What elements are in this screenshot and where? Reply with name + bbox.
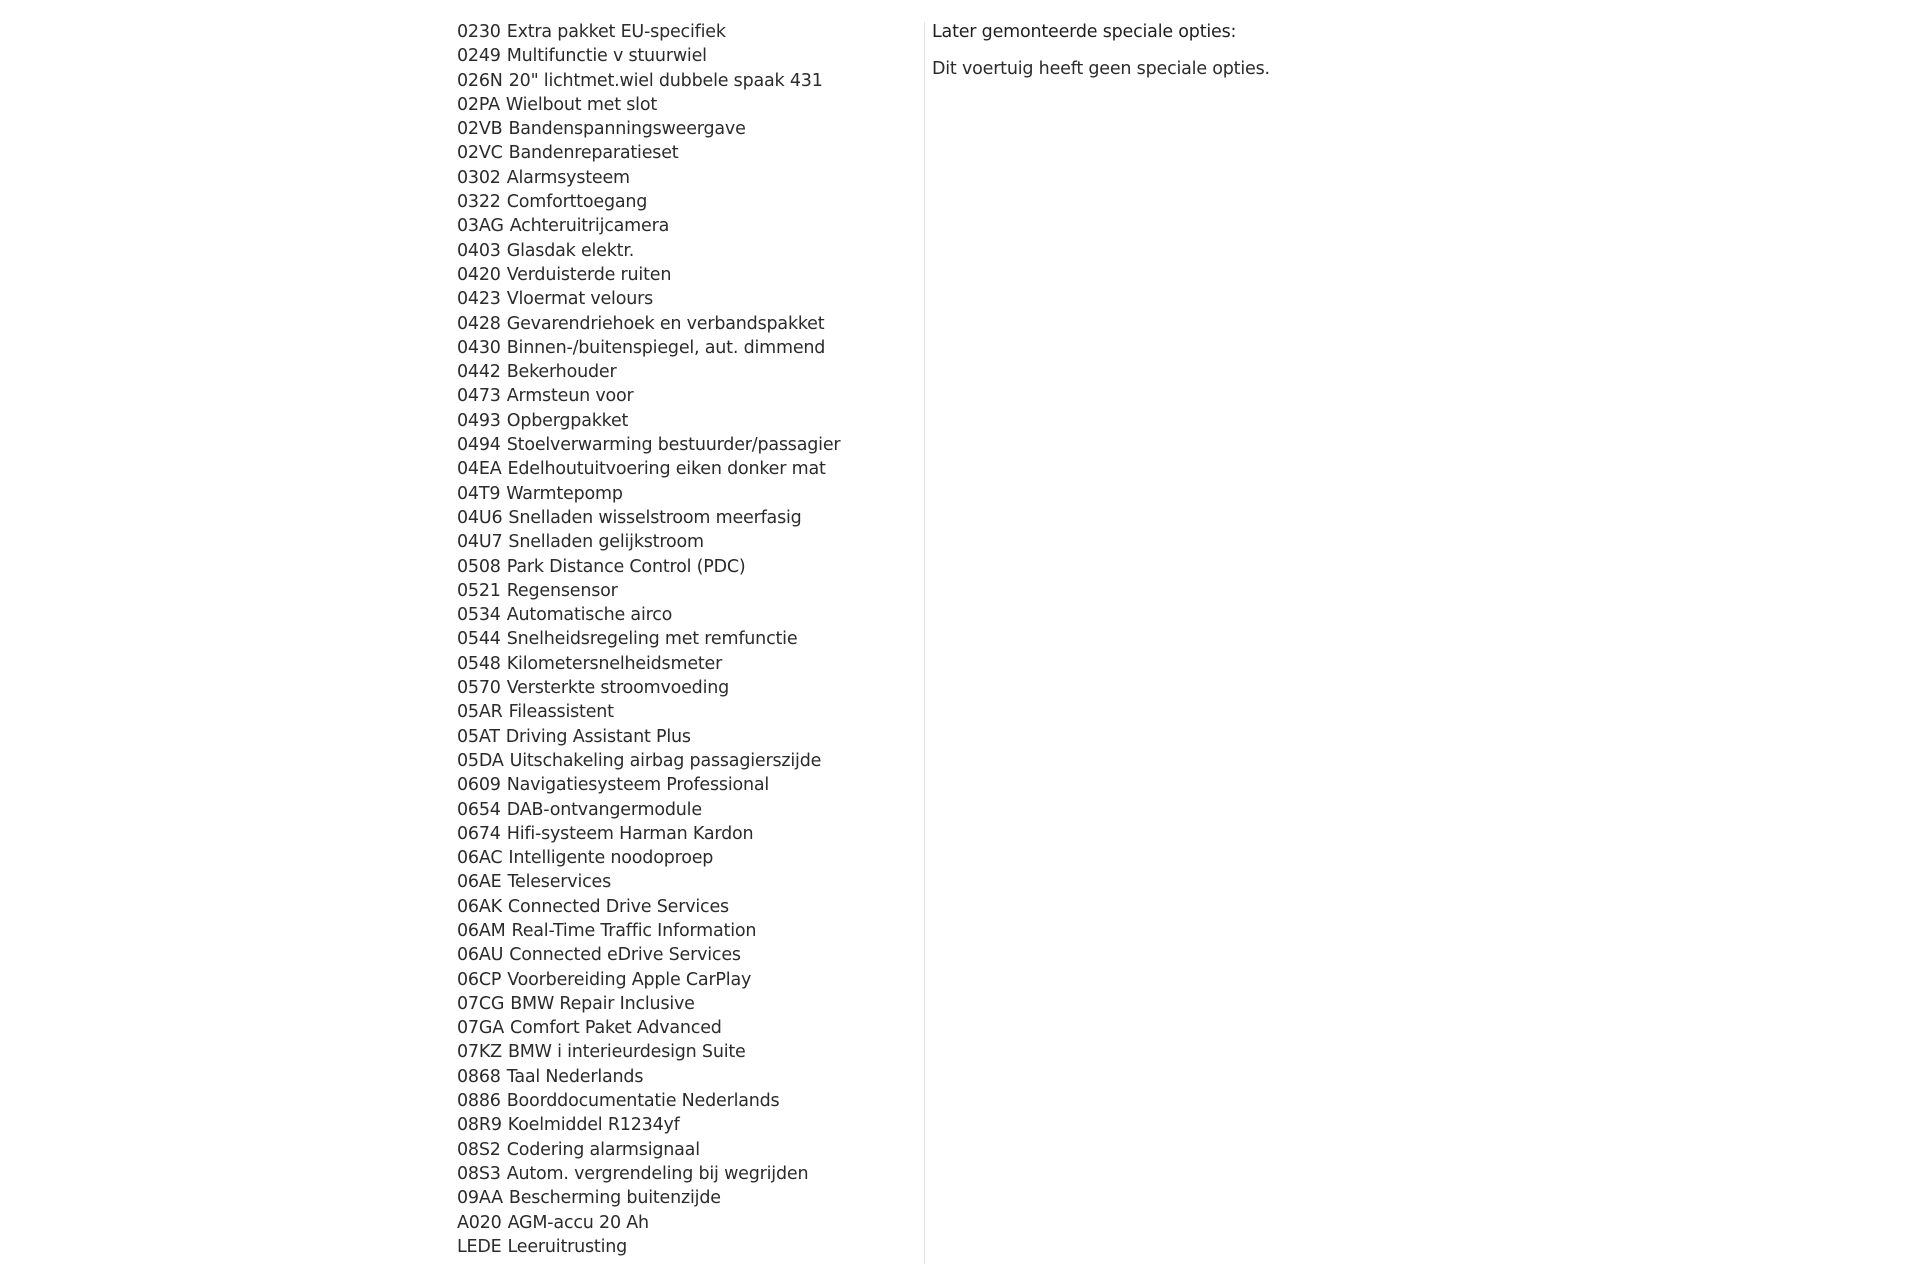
option-label: Vloermat velours (506, 289, 654, 310)
option-item (457, 798, 907, 822)
option-item (457, 968, 907, 992)
option-item (457, 433, 907, 457)
option-code: 02VB (457, 119, 503, 140)
option-code: 0548 (457, 653, 501, 674)
option-label: Comfort Paket Advanced (510, 1018, 722, 1039)
option-code: 05DA (457, 750, 504, 771)
option-code: 0534 (457, 605, 501, 626)
option-label: Driving Assistant Plus (505, 726, 691, 747)
option-label: Achteruitrijcamera (509, 216, 670, 237)
option-label: Bescherming buitenzijde (508, 1188, 721, 1209)
option-code: 04U7 (457, 532, 503, 553)
option-item (457, 1089, 907, 1113)
option-label: Snelladen gelijkstroom (508, 532, 704, 553)
option-code: 05AR (457, 702, 503, 723)
option-code: 0302 (457, 167, 501, 188)
option-label: Glasdak elektr. (506, 240, 635, 261)
option-code: 0493 (457, 410, 501, 431)
option-code: 04U6 (457, 507, 503, 528)
option-label: Comforttoegang (506, 192, 648, 213)
option-item (457, 700, 907, 724)
option-label: Kilometersnelheidsmeter (506, 653, 723, 674)
option-label: Armsteun voor (506, 386, 634, 407)
option-code: 0430 (457, 337, 501, 358)
later-options-text: Dit voertuig heeft geen speciale opties. (932, 59, 1270, 79)
option-label: Voorbereiding Apple CarPlay (507, 969, 752, 990)
option-item (457, 1186, 907, 1210)
option-code: 05AT (457, 726, 500, 747)
option-item (457, 336, 907, 360)
option-code: 0521 (457, 580, 501, 601)
option-label: Automatische airco (506, 605, 673, 626)
option-item (457, 749, 907, 773)
option-item (457, 1016, 907, 1040)
column-divider (924, 22, 925, 1264)
option-code: 0423 (457, 289, 501, 310)
option-code: 0508 (457, 556, 501, 577)
option-label: Boorddocumentatie Nederlands (506, 1091, 780, 1112)
option-code: 0494 (457, 435, 501, 456)
option-code: 06AC (457, 848, 503, 869)
option-label: Intelligente noodoproep (508, 848, 714, 869)
option-item (457, 1138, 907, 1162)
option-label: Leeruitrusting (507, 1236, 628, 1257)
option-item (457, 652, 907, 676)
option-code: 06AE (457, 872, 502, 893)
option-label: Opbergpakket (506, 410, 629, 431)
option-code: 0609 (457, 775, 501, 796)
option-item (457, 822, 907, 846)
option-item (457, 1162, 907, 1186)
option-code: 0654 (457, 799, 501, 820)
option-label: AGM-accu 20 Ah (507, 1212, 649, 1233)
option-item (457, 506, 907, 530)
option-item (457, 1211, 907, 1235)
option-item (457, 384, 907, 408)
option-code: 0403 (457, 240, 501, 261)
option-code: 0674 (457, 823, 501, 844)
option-item (457, 870, 907, 894)
option-item (457, 846, 907, 870)
option-code: 0886 (457, 1091, 501, 1112)
option-code: LEDE (457, 1236, 502, 1257)
option-label: Extra pakket EU-specifiek (506, 22, 726, 42)
option-item (457, 579, 907, 603)
option-label: Multifunctie v stuurwiel (506, 46, 707, 67)
option-item (457, 895, 907, 919)
later-options-heading: Later gemonteerde speciale opties: (932, 22, 1237, 42)
option-item (457, 117, 907, 141)
option-item (457, 1235, 907, 1259)
option-code: 02VC (457, 143, 503, 164)
option-code: 06AU (457, 945, 504, 966)
option-item (457, 263, 907, 287)
option-code: 04T9 (457, 483, 501, 504)
option-label: DAB-ontvangermodule (506, 799, 702, 820)
option-item (457, 409, 907, 433)
option-item (457, 676, 907, 700)
option-item (457, 457, 907, 481)
option-label: Taal Nederlands (506, 1066, 644, 1087)
option-label: Wielbout met slot (505, 94, 658, 115)
option-item (457, 1040, 907, 1064)
option-code: 08R9 (457, 1115, 502, 1136)
option-label: Connected eDrive Services (509, 945, 741, 966)
option-code: 07CG (457, 993, 505, 1014)
option-code: 07KZ (457, 1042, 502, 1063)
option-item (457, 1065, 907, 1089)
option-label: Uitschakeling airbag passagierszijde (509, 750, 822, 771)
option-label: 20" lichtmet.wiel dubbele spaak 431 (508, 70, 823, 91)
option-item (457, 1113, 907, 1137)
option-item (457, 992, 907, 1016)
option-code: 09AA (457, 1188, 503, 1209)
option-label: Bandenreparatieset (508, 143, 679, 164)
option-label: Gevarendriehoek en verbandspakket (506, 313, 825, 334)
option-item (457, 166, 907, 190)
option-item (457, 555, 907, 579)
option-code: 06AM (457, 920, 506, 941)
option-code: 06CP (457, 969, 502, 990)
option-label: Snelheidsregeling met remfunctie (506, 629, 798, 650)
option-item (457, 93, 907, 117)
option-item (457, 239, 907, 263)
option-label: Navigatiesysteem Professional (506, 775, 770, 796)
option-label: Real-Time Traffic Information (511, 920, 757, 941)
option-item (457, 725, 907, 749)
option-label: BMW Repair Inclusive (510, 993, 695, 1014)
option-code: 0322 (457, 192, 501, 213)
option-code: 026N (457, 70, 503, 91)
option-item (457, 627, 907, 651)
option-code: 0570 (457, 678, 501, 699)
option-code: 08S2 (457, 1139, 501, 1160)
later-options-section (932, 20, 1632, 81)
option-label: Fileassistent (508, 702, 614, 723)
option-item (457, 530, 907, 554)
option-label: Teleservices (507, 872, 612, 893)
option-item (457, 482, 907, 506)
option-code: 0442 (457, 362, 501, 383)
option-label: Park Distance Control (PDC) (506, 556, 746, 577)
option-label: Versterkte stroomvoeding (506, 678, 730, 699)
option-label: Bandenspanningsweergave (508, 119, 746, 140)
option-label: Stoelverwarming bestuurder/passagier (506, 435, 841, 456)
option-code: 0428 (457, 313, 501, 334)
option-code: 02PA (457, 94, 500, 115)
option-label: Alarmsysteem (506, 167, 630, 188)
option-item (457, 773, 907, 797)
option-code: 06AK (457, 896, 502, 917)
option-code: A020 (457, 1212, 502, 1233)
option-item (457, 214, 907, 238)
option-item (457, 919, 907, 943)
option-item (457, 312, 907, 336)
option-label: Warmtepomp (506, 483, 623, 504)
option-label: Verduisterde ruiten (506, 264, 672, 285)
option-label: Regensensor (506, 580, 618, 601)
option-label: Binnen-/buitenspiegel, aut. dimmend (506, 337, 826, 358)
option-code: 0420 (457, 264, 501, 285)
option-code: 07GA (457, 1018, 505, 1039)
option-code: 08S3 (457, 1163, 501, 1184)
option-code: 0868 (457, 1066, 501, 1087)
option-code: 0249 (457, 46, 501, 67)
option-label: Codering alarmsignaal (506, 1139, 700, 1160)
option-label: Autom. vergrendeling bij wegrijden (506, 1163, 809, 1184)
option-item (457, 603, 907, 627)
option-label: Edelhoutuitvoering eiken donker mat (507, 459, 826, 480)
option-item (457, 44, 907, 68)
option-item (457, 943, 907, 967)
option-code: 0230 (457, 22, 501, 42)
options-list (457, 20, 907, 1259)
option-item (457, 20, 907, 44)
option-item (457, 141, 907, 165)
option-code: 0544 (457, 629, 501, 650)
option-label: Hifi-systeem Harman Kardon (506, 823, 754, 844)
option-label: Bekerhouder (506, 362, 617, 383)
option-item (457, 69, 907, 93)
option-item (457, 190, 907, 214)
option-label: BMW i interieurdesign Suite (507, 1042, 746, 1063)
option-code: 0473 (457, 386, 501, 407)
option-code: 03AG (457, 216, 504, 237)
option-label: Connected Drive Services (507, 896, 729, 917)
option-item (457, 360, 907, 384)
option-item (457, 287, 907, 311)
option-label: Snelladen wisselstroom meerfasig (508, 507, 802, 528)
option-label: Koelmiddel R1234yf (507, 1115, 680, 1136)
option-code: 04EA (457, 459, 502, 480)
